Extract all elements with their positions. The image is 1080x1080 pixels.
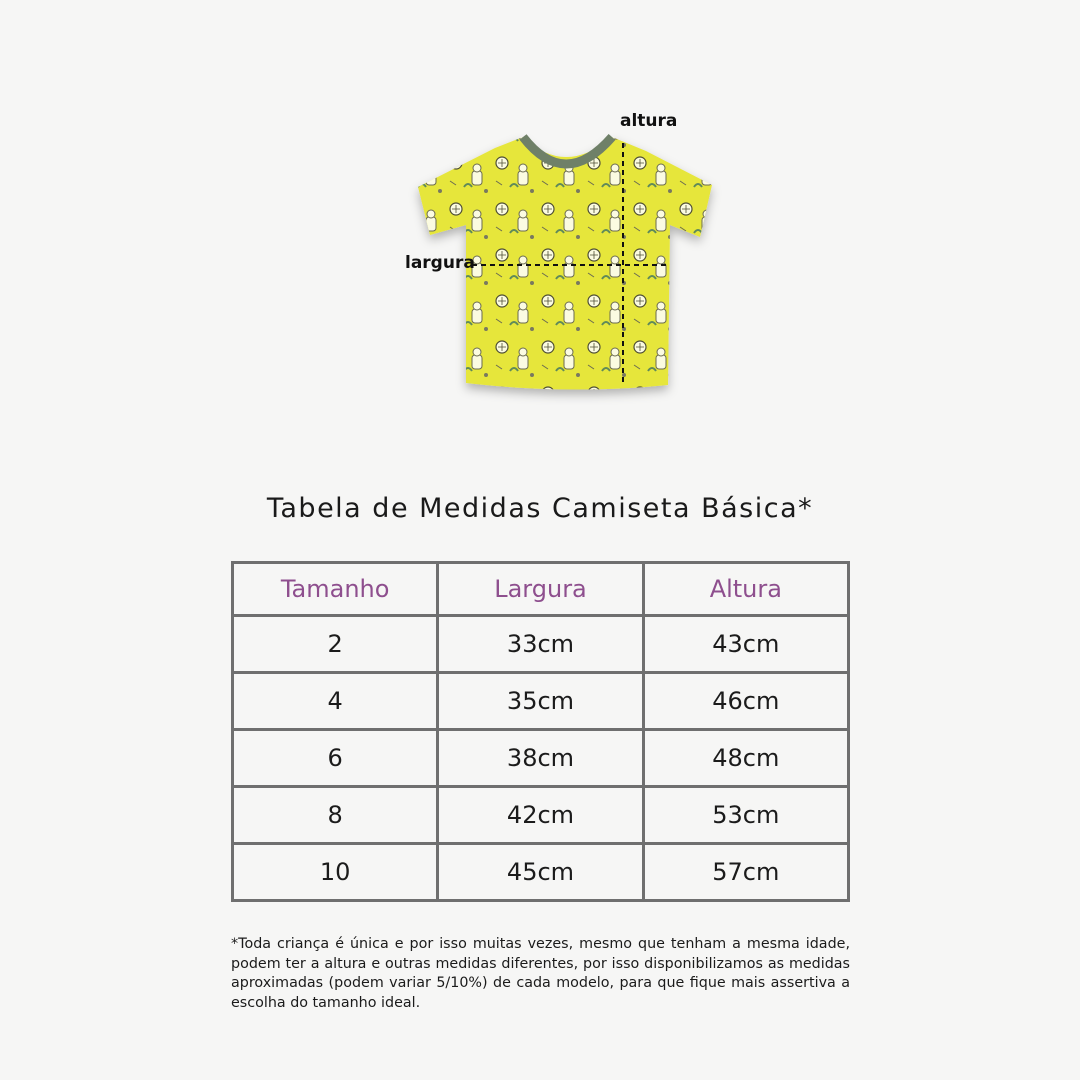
header-largura: Largura xyxy=(438,563,643,616)
cell-largura: 45cm xyxy=(438,844,643,901)
cell-tamanho: 10 xyxy=(233,844,438,901)
cell-largura: 38cm xyxy=(438,730,643,787)
cell-largura: 42cm xyxy=(438,787,643,844)
table-row xyxy=(233,844,849,901)
cell-tamanho: 2 xyxy=(233,616,438,673)
table-row xyxy=(233,616,849,673)
header-altura: Altura xyxy=(643,563,848,616)
cell-altura: 43cm xyxy=(643,616,848,673)
table-row xyxy=(233,730,849,787)
altura-label: altura xyxy=(620,111,678,131)
table-row xyxy=(233,673,849,730)
table-header-row xyxy=(233,563,849,616)
cell-largura: 35cm xyxy=(438,673,643,730)
cell-altura: 53cm xyxy=(643,787,848,844)
cell-tamanho: 6 xyxy=(233,730,438,787)
page-title: Tabela de Medidas Camiseta Básica* xyxy=(266,493,814,524)
size-table xyxy=(231,561,850,902)
footnote: *Toda criança é única e por isso muitas vezes, mesmo que tenham a mesma idade, podem ter a altura e outras medidas diferentes, por isso disponibilizamos as medidas aproximadas (podem variar 5/10%) de cada modelo, para que fique mais assertiva a escolha do tamanho ideal. xyxy=(231,936,850,1011)
table-row xyxy=(233,787,849,844)
cell-largura: 33cm xyxy=(438,616,643,673)
cell-altura: 46cm xyxy=(643,673,848,730)
cell-altura: 48cm xyxy=(643,730,848,787)
cell-tamanho: 4 xyxy=(233,673,438,730)
largura-label: largura xyxy=(405,253,475,273)
cell-tamanho: 8 xyxy=(233,787,438,844)
header-tamanho: Tamanho xyxy=(233,563,438,616)
cell-altura: 57cm xyxy=(643,844,848,901)
